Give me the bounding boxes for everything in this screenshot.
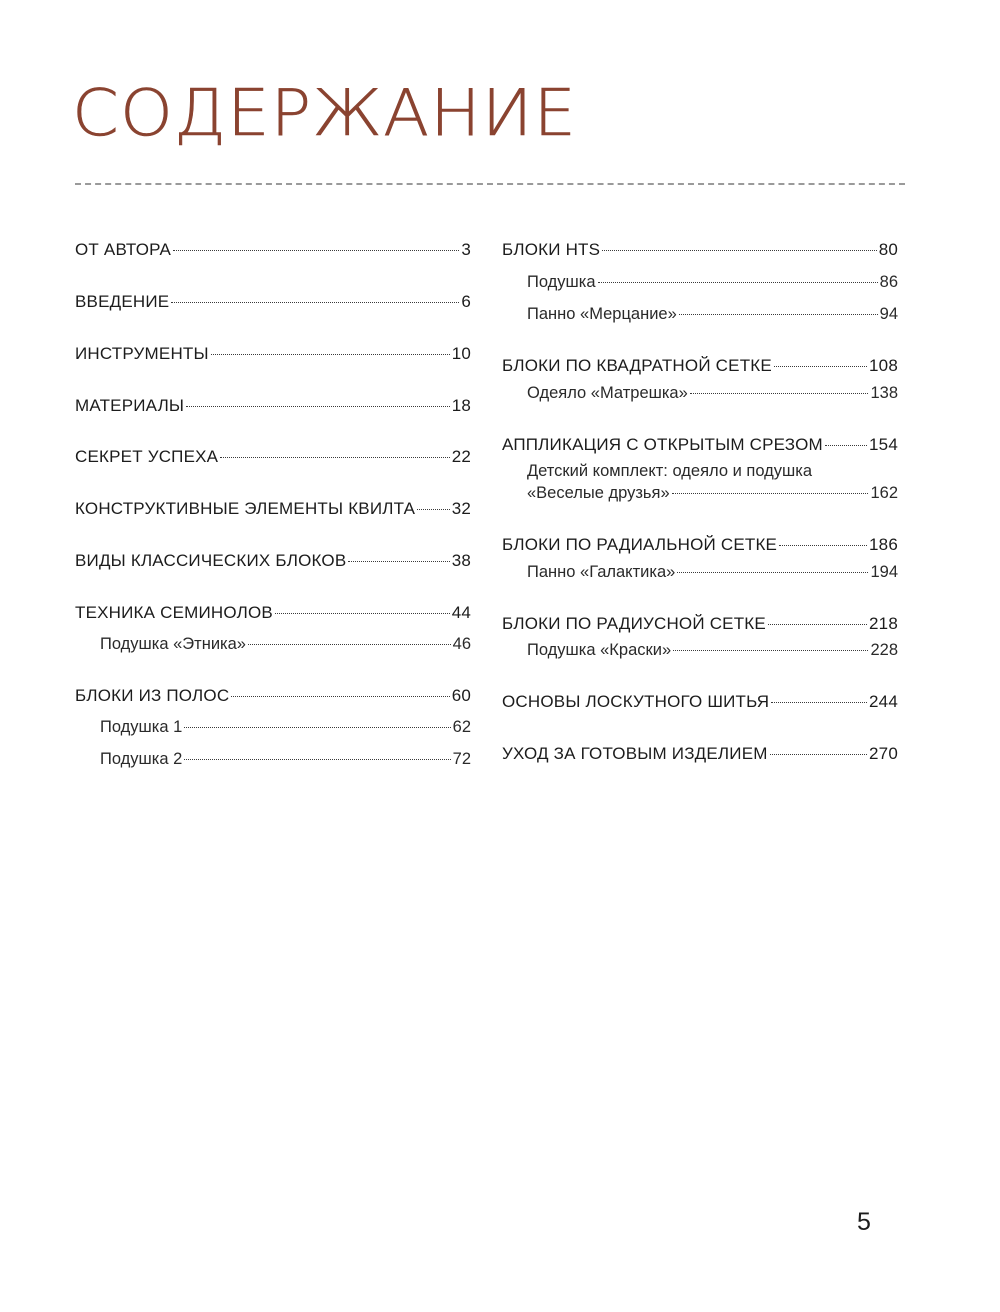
toc-entry[interactable] (75, 551, 471, 571)
leader-dots (184, 726, 450, 728)
toc-entry-page: 244 (869, 692, 898, 711)
toc-entry-label: УХОД ЗА ГОТОВЫМ ИЗДЕЛИЕМ (502, 744, 768, 763)
toc-entry[interactable] (502, 435, 898, 455)
toc-entry-label: Панно «Мерцание» (527, 305, 677, 323)
toc-entry[interactable] (502, 535, 898, 555)
toc-subentry[interactable] (527, 273, 898, 292)
toc-entry-label: Подушка «Краски» (527, 641, 672, 659)
toc-entry-page: 194 (870, 563, 898, 581)
leader-dots (779, 544, 867, 546)
toc-entry-page: 3 (461, 240, 471, 259)
toc-entry[interactable] (75, 603, 471, 623)
toc-entry[interactable] (75, 292, 471, 312)
toc-entry-label: Подушка 1 (100, 718, 183, 736)
leader-dots (690, 392, 869, 394)
toc-entry-label: ВИДЫ КЛАССИЧЕСКИХ БЛОКОВ (75, 551, 347, 570)
toc-entry-label: ТЕХНИКА СЕМИНОЛОВ (75, 603, 273, 622)
toc-entry-page: 6 (461, 292, 471, 311)
leader-dots (186, 405, 450, 407)
toc-subentry[interactable] (527, 563, 898, 582)
toc-entry-label: БЛОКИ ПО РАДИАЛЬНОЙ СЕТКЕ (502, 535, 778, 554)
toc-subentry[interactable] (527, 641, 898, 660)
leader-dots (677, 571, 868, 573)
toc-subentry[interactable] (527, 305, 898, 324)
leader-dots (672, 492, 869, 494)
toc-entry[interactable] (502, 356, 898, 376)
toc-entry-label: БЛОКИ ИЗ ПОЛОС (75, 686, 230, 705)
toc-entry-page: 38 (451, 551, 471, 570)
leader-dots (171, 301, 459, 303)
toc-entry-label: ИНСТРУМЕНТЫ (75, 344, 209, 363)
toc-entry-page: 32 (451, 499, 471, 518)
leader-dots (768, 623, 867, 625)
toc-entry-page: 18 (451, 396, 471, 415)
toc-entry[interactable] (502, 692, 898, 712)
toc-entry[interactable] (75, 396, 471, 416)
page-number: 5 (857, 1208, 871, 1236)
leader-dots (598, 281, 878, 283)
toc-entry-page: 44 (451, 603, 471, 622)
toc-entry-label: БЛОКИ ПО КВАДРАТНОЙ СЕТКЕ (502, 356, 772, 375)
toc-entry-page: 108 (869, 356, 898, 375)
toc-entry-page: 162 (870, 484, 898, 502)
toc-entry-page: 94 (879, 305, 898, 323)
toc-entry[interactable] (75, 447, 471, 467)
toc-entry-label: КОНСТРУКТИВНЫЕ ЭЛЕМЕНТЫ КВИЛТА (75, 499, 416, 518)
toc-entry-page: 80 (878, 240, 898, 259)
toc-entry-line2 (527, 484, 898, 503)
toc-entry-page: 10 (451, 344, 471, 363)
toc-entry-page: 228 (870, 641, 898, 659)
toc-entry[interactable] (502, 744, 898, 764)
toc-entry-label-continued: «Веселые друзья» (527, 484, 670, 502)
toc-subentry[interactable] (100, 635, 471, 654)
toc-entry-label: МАТЕРИАЛЫ (75, 396, 185, 415)
toc-entry-label: Панно «Галактика» (527, 563, 676, 581)
toc-entry-page: 270 (869, 744, 898, 763)
leader-dots (231, 695, 449, 697)
toc-entry-label: Подушка (527, 273, 596, 291)
leader-dots (417, 508, 450, 510)
toc-entry[interactable] (502, 614, 898, 634)
leader-dots (771, 701, 867, 703)
toc-entry-label: АППЛИКАЦИЯ С ОТКРЫТЫМ СРЕЗОМ (502, 435, 823, 454)
toc-entry-label: Детский комплект: одеяло и подушка (527, 462, 813, 480)
toc-entry-label: ВВЕДЕНИЕ (75, 292, 170, 311)
toc-entry[interactable] (75, 344, 471, 364)
leader-dots (602, 249, 877, 251)
toc-entry-page: 72 (452, 750, 471, 768)
toc-entry-label: Подушка «Этника» (100, 635, 246, 653)
toc-entry-label: БЛОКИ HTS (502, 240, 601, 259)
toc-entry-page: 22 (451, 447, 471, 466)
leader-dots (184, 758, 450, 760)
toc-entry[interactable] (75, 240, 471, 260)
leader-dots (248, 643, 451, 645)
toc-subentry[interactable] (100, 750, 471, 769)
toc-subentry[interactable] (527, 384, 898, 403)
leader-dots (770, 753, 867, 755)
leader-dots (673, 649, 868, 651)
toc-subentry[interactable] (527, 462, 898, 503)
toc-entry-page: 138 (870, 384, 898, 402)
toc-entry-label: СЕКРЕТ УСПЕХА (75, 447, 219, 466)
toc-entry-page: 62 (452, 718, 471, 736)
toc-entry-label: ОТ АВТОРА (75, 240, 172, 259)
leader-dots (220, 456, 449, 458)
leader-dots (679, 313, 878, 315)
dashed-divider (75, 183, 905, 185)
toc-entry-page: 86 (879, 273, 898, 291)
page-title: СОДЕРЖАНИЕ (72, 77, 578, 151)
toc-entry[interactable] (75, 686, 471, 706)
toc-entry-label: Подушка 2 (100, 750, 183, 768)
toc-entry-page: 186 (869, 535, 898, 554)
leader-dots (173, 249, 459, 251)
toc-subentry[interactable] (100, 718, 471, 737)
toc-entry-page: 154 (869, 435, 898, 454)
toc-entry-page: 218 (869, 614, 898, 633)
toc-entry-page: 46 (452, 635, 471, 653)
toc-entry[interactable] (75, 499, 471, 519)
leader-dots (348, 560, 449, 562)
toc-entry-label: ОСНОВЫ ЛОСКУТНОГО ШИТЬЯ (502, 692, 770, 711)
leader-dots (774, 365, 867, 367)
leader-dots (275, 612, 450, 614)
toc-entry-page: 60 (451, 686, 471, 705)
leader-dots (211, 353, 450, 355)
leader-dots (825, 444, 867, 446)
toc-entry[interactable] (502, 240, 898, 260)
toc-entry-label: БЛОКИ ПО РАДИУСНОЙ СЕТКЕ (502, 614, 766, 633)
toc-entry-label: Одеяло «Матрешка» (527, 384, 688, 402)
